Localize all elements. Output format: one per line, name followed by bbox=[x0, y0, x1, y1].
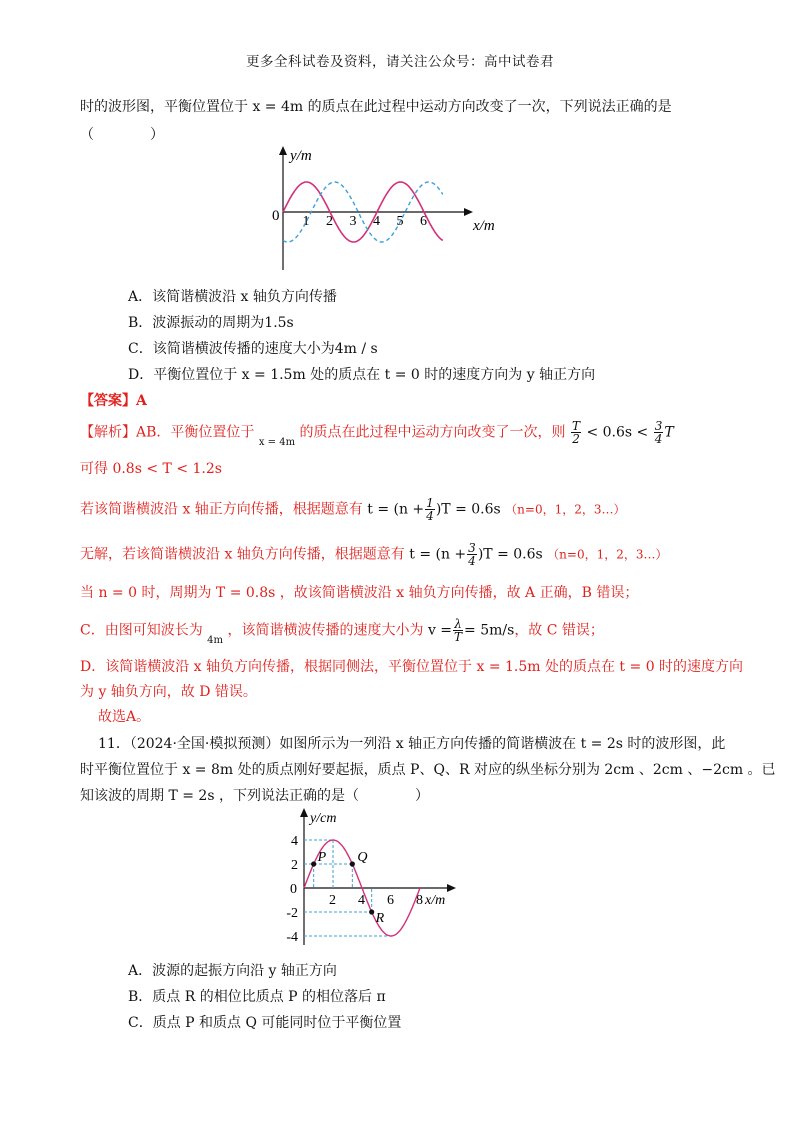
q11-y-tick--2: -2 bbox=[286, 906, 298, 921]
frac-3-over-4: $\frac{3}{4}$ bbox=[654, 419, 663, 446]
frac-lambda-over-t: $\frac{\lambda}{T}$ bbox=[454, 617, 463, 644]
q10-analysis-line2: 可得 0.8s < T < 1.2s bbox=[80, 461, 222, 477]
q11-x-tick-2: 2 bbox=[329, 893, 336, 908]
q10-option-a: A．该简谐横波沿 x 轴负方向传播 bbox=[128, 289, 337, 305]
q11-y-tick-2: 2 bbox=[291, 858, 298, 873]
q10-wave-graph bbox=[255, 140, 515, 275]
analysis-3b: t = (n + bbox=[367, 501, 425, 518]
q11-x-arrow bbox=[447, 884, 456, 892]
q11-point-label-P: P bbox=[317, 850, 327, 865]
analysis-6c: ，该简谐横波传播的速度大小为 bbox=[227, 622, 424, 639]
q10-analysis-line7: D．该简谐横波沿 x 轴负方向传播，根据同侧法，平衡位置位于 x = 1.5m 处的质点在 t = 0 时的速度方向 bbox=[80, 659, 744, 675]
q10-analysis-line4 bbox=[80, 542, 667, 567]
q10-option-b: B．波源振动的周期为1.5s bbox=[128, 315, 294, 331]
analysis-1a: 【解析】AB．平衡位置位于 bbox=[80, 424, 255, 441]
q10-x-label: x/m bbox=[473, 218, 495, 234]
analysis-4b: t = (n + bbox=[409, 546, 467, 563]
analysis-1b: x = 4m bbox=[258, 436, 296, 448]
q10-x-tick-1: 1 bbox=[302, 214, 310, 229]
analysis-3a: 若该简谐横波沿 x 轴正方向传播，根据题意有 bbox=[80, 501, 363, 518]
q11-stem-line3: 知该波的周期 T = 2s ，下列说法正确的是（ ） bbox=[80, 788, 429, 804]
q11-x-tick-4: 4 bbox=[358, 893, 365, 908]
q11-stem-line1: 11．（2024·全国·模拟预测）如图所示为一列沿 x 轴正方向传播的简谐横波在 t = 2s 时的波形图，此 bbox=[98, 736, 726, 752]
q11-x-tick-6: 6 bbox=[387, 893, 394, 908]
q10-analysis-line5: 当 n = 0 时，周期为 T = 0.8s ，故该简谐横波沿 x 轴负方向传播，故 A 正确，B 错误； bbox=[80, 585, 639, 601]
q11-point-P bbox=[311, 861, 316, 866]
q11-y-tick--4: -4 bbox=[286, 930, 298, 945]
analysis-3d: （n=0，1，2，3…） bbox=[505, 502, 626, 517]
q10-stem-line1: 时的波形图，平衡位置位于 x = 4m 的质点在此过程中运动方向改变了一次，下列说法正确的是 bbox=[80, 99, 672, 115]
q10-y-arrow bbox=[279, 146, 287, 155]
analysis-3c: )T = 0.6s bbox=[435, 501, 501, 518]
q10-x-tick-2: 2 bbox=[326, 214, 333, 229]
q10-x-tick-4: 4 bbox=[373, 214, 380, 229]
q11-x-label: x/m bbox=[425, 893, 446, 908]
q10-x-tick-5: 5 bbox=[396, 214, 404, 229]
analysis-6f: ，故 C 错误； bbox=[514, 622, 604, 639]
q10-stem-line2: （ ） bbox=[80, 127, 164, 143]
analysis-4a: 无解，若该简谐横波沿 x 轴负方向传播，根据题意有 bbox=[80, 546, 405, 563]
q10-analysis-line8: 为 y 轴负方向，故 D 错误。 bbox=[80, 684, 257, 700]
q11-option-a: A．波源的起振方向沿 y 轴正方向 bbox=[128, 963, 337, 979]
q10-x-tick-3: 3 bbox=[349, 214, 357, 229]
analysis-6e: = 5m/s bbox=[464, 622, 515, 639]
page-header: 更多全科试卷及资料，请关注公众号：高中试卷君 bbox=[246, 54, 554, 70]
analysis-1d: < 0.6s < bbox=[586, 424, 649, 441]
q10-x-arrow bbox=[464, 208, 473, 216]
q10-y-label: y/m bbox=[290, 148, 312, 164]
q10-analysis-line1 bbox=[80, 419, 674, 448]
q11-option-c: C．质点 P 和质点 Q 可能同时位于平衡位置 bbox=[128, 1015, 402, 1031]
q10-analysis-line3 bbox=[80, 497, 625, 522]
analysis-6d: v = bbox=[427, 622, 453, 639]
analysis-1c: 的质点在此过程中运动方向改变了一次，则 bbox=[299, 424, 566, 441]
q10-option-c: C．该简谐横波传播的速度大小为4m / s bbox=[128, 341, 378, 357]
q11-wave-graph bbox=[270, 800, 470, 950]
q10-origin-label: 0 bbox=[272, 208, 280, 224]
analysis-6a: C．由图可知波长为 bbox=[80, 622, 203, 639]
analysis-4c: )T = 0.6s bbox=[477, 546, 543, 563]
q10-analysis-line9: 故选A。 bbox=[98, 709, 151, 725]
q10-option-d: D．平衡位置位于 x = 1.5m 处的质点在 t = 0 时的速度方向为 y 轴正方向 bbox=[128, 367, 596, 383]
analysis-6b: 4m bbox=[207, 634, 224, 646]
q10-analysis-line6 bbox=[80, 617, 604, 646]
q11-y-label: y/cm bbox=[310, 811, 337, 826]
q11-point-Q bbox=[350, 861, 355, 866]
q11-y-arrow bbox=[300, 808, 308, 817]
analysis-4d: （n=0，1，2，3…） bbox=[547, 547, 668, 562]
q11-y-tick-4: 4 bbox=[291, 834, 298, 849]
frac-3-over-4b: $\frac{3}{4}$ bbox=[468, 541, 476, 568]
q10-answer: 【答案】A bbox=[80, 393, 147, 409]
analysis-1e: T bbox=[664, 424, 674, 441]
q11-point-label-Q: Q bbox=[357, 850, 368, 865]
q11-point-R bbox=[369, 909, 374, 914]
q11-stem-line2: 时平衡位置位于 x = 8m 处的质点刚好要起振，质点 P、Q、R 对应的纵坐标分别为 2cm 、2cm 、−2cm 。已 bbox=[80, 762, 776, 778]
q11-origin-label: 0 bbox=[290, 882, 297, 897]
frac-1-over-4: $\frac{1}{4}$ bbox=[426, 496, 434, 523]
q11-option-b: B．质点 R 的相位比质点 P 的相位落后 π bbox=[128, 989, 386, 1005]
q11-point-label-R: R bbox=[375, 911, 385, 926]
frac-t-over-2: $\frac{T}{2}$ bbox=[572, 419, 581, 446]
q10-x-tick-6: 6 bbox=[420, 214, 427, 229]
q11-x-tick-8: 8 bbox=[416, 893, 423, 908]
